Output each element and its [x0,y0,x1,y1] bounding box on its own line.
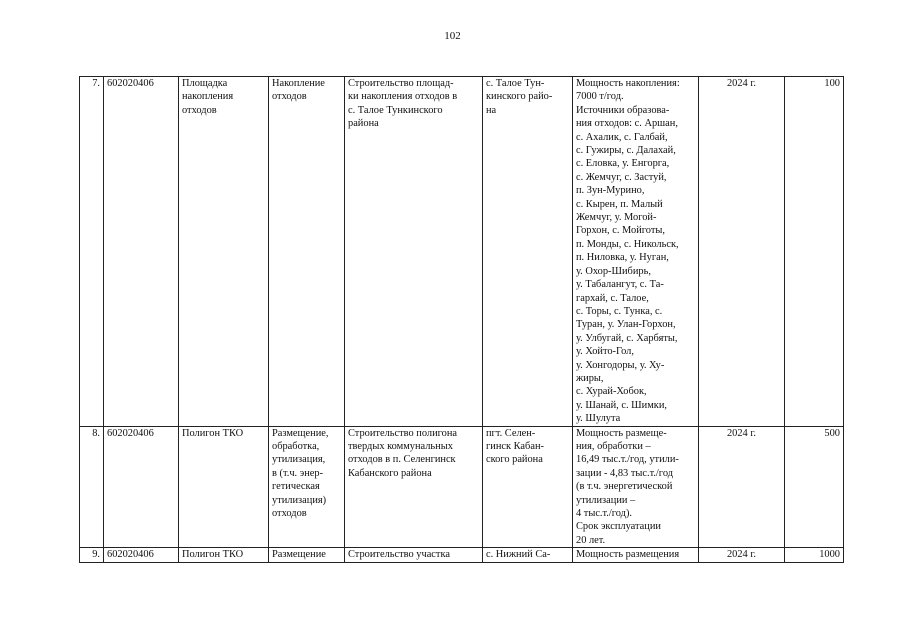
object-line: Полигон ТКО [182,427,244,439]
purpose-line: Размещение, [272,427,329,439]
characteristics-line: Мощность размещения [576,549,680,561]
facilities-table [79,76,844,563]
activity-line: Строительство площад- [348,78,454,89]
characteristics-line: 20 лет. [576,534,606,546]
table-row [80,548,844,562]
characteristics-line: 16,49 тыс.т./год, утили- [576,454,679,466]
characteristics-line: (в т.ч. энергетической [576,481,673,493]
characteristics-line: у. Шанай, с. Шимки, [576,399,668,411]
characteristics-line: гархай, с. Талое, [576,292,649,304]
object-cell [179,548,269,562]
activity-line: твердых коммунальных [348,440,453,452]
purpose-line: отходов [272,91,307,103]
value-cell: 500 [785,426,844,548]
activity-cell [345,77,483,427]
year-cell: 2024 г. [699,548,785,562]
purpose-line: Размещение [272,549,326,561]
characteristics-line: Срок эксплуатации [576,521,661,533]
purpose-cell [269,426,345,548]
location-cell [483,548,573,562]
characteristics-line: Мощность размеще- [576,427,667,439]
purpose-cell [269,548,345,562]
characteristics-line: у. Улбугай, с. Харбяты, [576,332,678,344]
code-cell: 602020406 [104,548,179,562]
characteristics-line: с. Жемчуг, с. Застуй, [576,171,667,183]
characteristics-line: с. Торы, с. Тунка, с. [576,305,663,317]
location-line: на [486,104,497,116]
value-cell: 100 [785,77,844,427]
purpose-line: утилизация, [272,454,326,466]
activity-line: Строительство полигона [348,427,458,439]
characteristics-line: у. Хойто-Гол, [576,346,634,358]
year-cell: 2024 г. [699,426,785,548]
location-line: с. Талое Тун- [486,78,545,89]
characteristics-line: Мощность накопления: [576,78,680,89]
characteristics-line: у. Шулута [576,413,621,425]
location-cell [483,426,573,548]
characteristics-line: Горхон, с. Мойготы, [576,225,665,237]
characteristics-line: ния отходов: с. Аршан, [576,118,678,130]
object-cell [179,426,269,548]
table-row [80,77,844,427]
table-row [80,426,844,548]
characteristics-line: 7000 т/год. [576,91,624,103]
page-number: 102 [444,30,461,42]
characteristics-line: у. Табалангут, с. Та- [576,279,664,291]
characteristics-line: ния, обработки – [576,440,651,452]
purpose-line: Накопление [272,78,325,89]
characteristics-line: зации - 4,83 тыс.т./год [576,467,673,479]
characteristics-cell [573,77,699,427]
characteristics-line: с. Гужиры, с. Далахай, [576,145,676,157]
purpose-line: гетическая [272,481,320,493]
activity-cell [345,548,483,562]
location-line: пгт. Селен- [486,427,536,439]
characteristics-line: с. Еловка, у. Енгорга, [576,158,670,170]
object-cell [179,77,269,427]
purpose-line: в (т.ч. энер- [272,467,324,479]
object-line: накопления [182,91,234,103]
characteristics-line: с. Ахалик, с. Галбай, [576,131,668,143]
characteristics-line: с. Хурай-Хобок, [576,386,647,398]
row-number-cell: 7. [80,77,104,427]
characteristics-line: Жемчуг, у. Могой- [576,212,657,224]
characteristics-line: жиры, [576,372,604,384]
activity-line: с. Талое Тункинского [348,104,443,116]
object-line: отходов [182,104,217,116]
characteristics-line: 4 тыс.т./год). [576,508,633,519]
object-line: Площадка [182,78,228,89]
characteristics-line: утилизации – [576,494,636,506]
characteristics-line: у. Хонгодоры, у. Ху- [576,359,665,371]
characteristics-cell [573,426,699,548]
value-cell: 1000 [785,548,844,562]
characteristics-cell [573,548,699,562]
activity-line: Строительство участка [348,549,450,561]
characteristics-line: Туран, у. Улан-Горхон, [576,319,676,331]
year-cell: 2024 г. [699,77,785,427]
characteristics-line: п. Монды, с. Никольск, [576,238,679,250]
activity-line: Кабанского района [348,467,432,479]
location-line: кинского райо- [486,91,553,103]
code-cell: 602020406 [104,77,179,427]
purpose-line: обработка, [272,440,320,452]
activity-line: района [348,118,379,130]
characteristics-line: Источники образова- [576,104,670,116]
location-line: с. Нижний Са- [486,549,551,561]
row-number-cell: 9. [80,548,104,562]
purpose-cell [269,77,345,427]
characteristics-line: п. Зун-Мурино, [576,185,645,197]
characteristics-line: у. Охор-Шибирь, [576,265,651,277]
activity-line: отходов в п. Селенгинск [348,454,456,466]
row-number-cell: 8. [80,426,104,548]
activity-line: ки накопления отходов в [348,91,458,103]
location-cell [483,77,573,427]
purpose-line: утилизация) [272,494,327,506]
characteristics-line: с. Кырен, п. Малый [576,198,663,210]
purpose-line: отходов [272,508,307,519]
location-line: гинск Кабан- [486,440,544,452]
activity-cell [345,426,483,548]
location-line: ского района [486,454,543,466]
object-line: Полигон ТКО [182,549,244,561]
characteristics-line: п. Ниловка, у. Нуган, [576,252,669,264]
code-cell: 602020406 [104,426,179,548]
